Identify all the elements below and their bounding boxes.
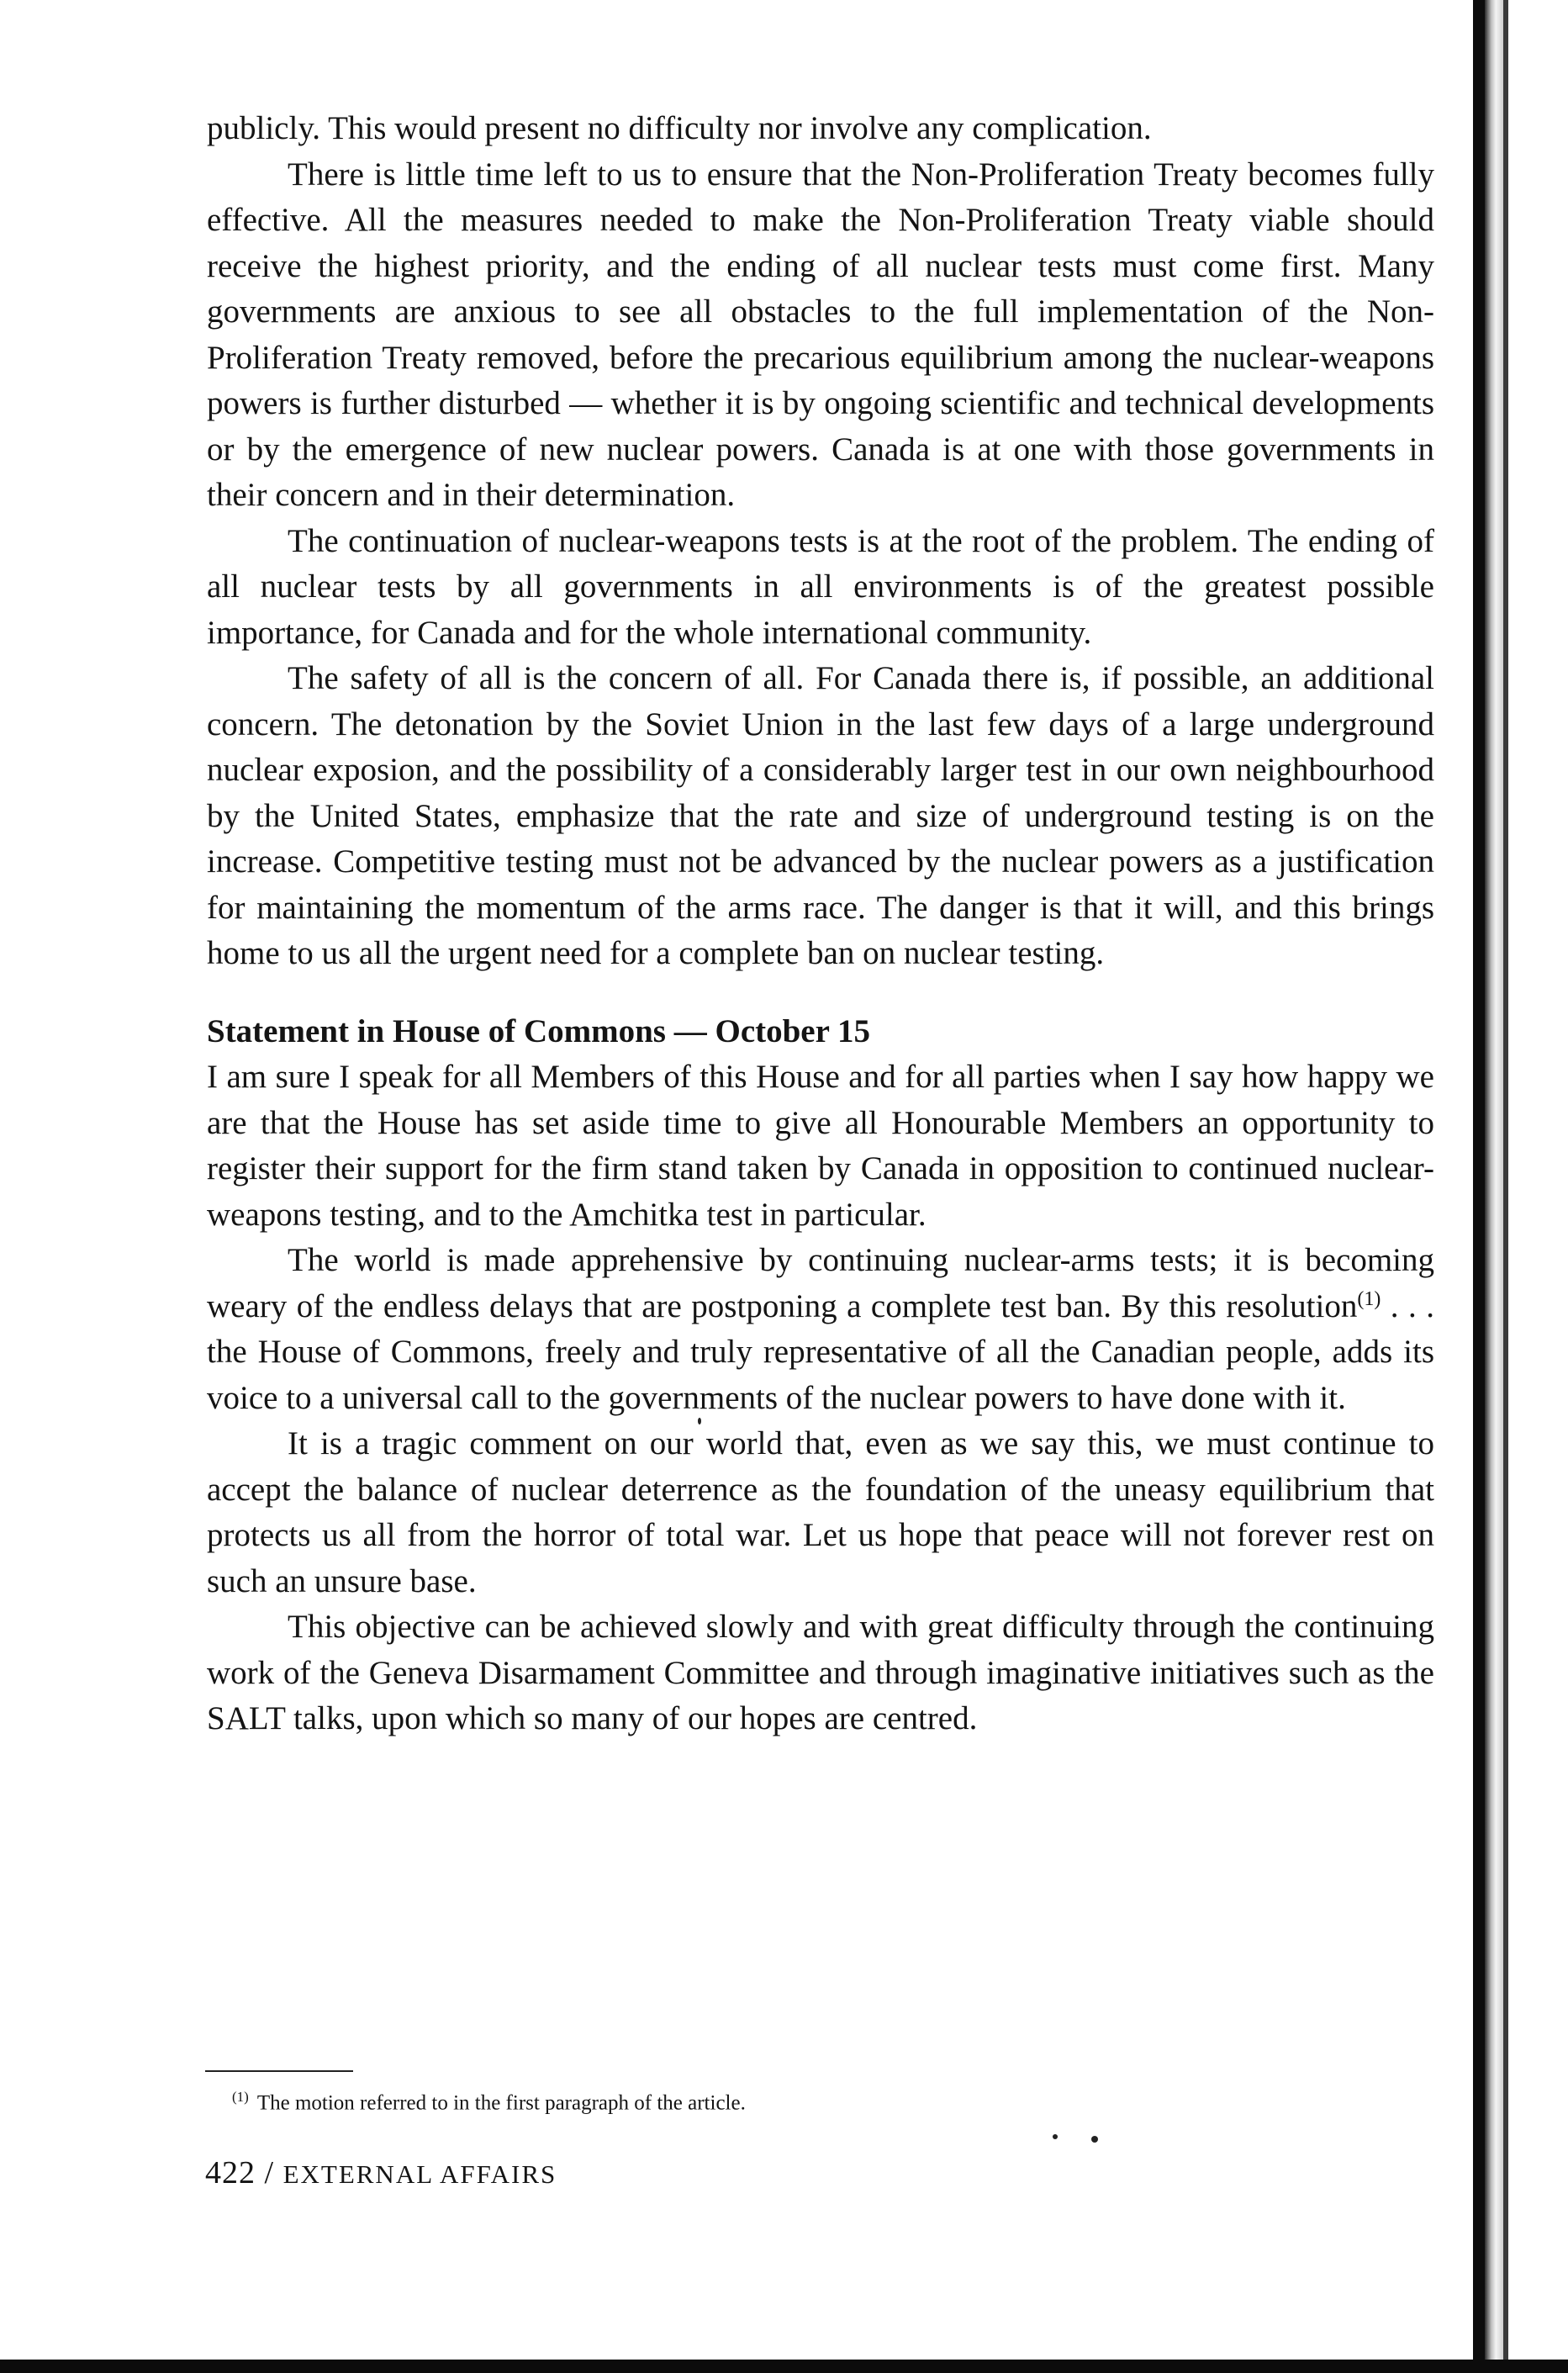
- paragraph: The safety of all is the concern of all. For Canada there is, if possible, an additional concern. The detonation by the Soviet Union in the last few days of a large underground nuclear exposion, and the possibility of a considerably larger test in our own neighbourhood by the United States, emphasize that the rate and size of underground testing is on the increase. Competitive testing must not be advanced by the nuclear powers as a justification for maintaining the momentum of the arms race. The danger is that it will, and this brings home to us all the urgent need for a complete ban on nuclear testing.: [207, 660, 1434, 971]
- paragraph-text: The world is made apprehensive by continuing nuclear-arms tests; it is becoming weary of the endless delays that are postponing a complete test ban. By this resolution: [207, 1242, 1434, 1324]
- section-heading: Statement in House of Commons — October 15: [207, 1012, 870, 1049]
- page-body: [207, 106, 1434, 1742]
- binding-inner: [1503, 0, 1508, 2373]
- paragraph: The continuation of nuclear-weapons tests is at the root of the problem. The ending of all nuclear tests by all governments in all environments is of the greatest possible importance, for Canada and for the whole international community.: [207, 522, 1434, 651]
- paragraph: I am sure I speak for all Members of this House and for all parties when I say how happy we are that the House has set aside time to give all Honourable Members an opportunity to register their support for the firm stand taken by Canada in opposition to continued nuclear-weapons testing, and to the Amchitka test in particular.: [207, 1059, 1434, 1233]
- paragraph-text: . . . the House of Commons, freely and truly representative of all the Canadian people, adds its voice to a universal call to the governments of the nuclear powers to have done with it.: [207, 1287, 1435, 1416]
- footnote-reference: (1): [1357, 1287, 1381, 1310]
- scan-speck: [1053, 2134, 1058, 2139]
- journal-name: EXTERNAL AFFAIRS: [282, 2159, 557, 2189]
- footnote-divider: [205, 2070, 353, 2072]
- footnote-text: The motion referred to in the first paragraph of the article.: [256, 2091, 746, 2115]
- paragraph: publicly. This would present no difficulty nor involve any complication.: [207, 110, 1152, 146]
- paragraph: It is a tragic comment on our world that, even as we say this, we must continue to accept the balance of nuclear deterrence as the foundation of the uneasy equilibrium that protects us all from the horror of total war. Let us hope that peace will not forever rest on such an unsure base.: [207, 1425, 1434, 1599]
- binding-edge: [1485, 0, 1503, 2373]
- paragraph: [207, 1238, 1434, 1421]
- binding-shadow: [1473, 0, 1485, 2373]
- page-number: 422: [205, 2155, 256, 2191]
- footnote: [232, 2082, 746, 2118]
- scan-speck: [698, 1418, 701, 1424]
- footnote-mark: (1): [232, 2089, 249, 2105]
- scan-bottom-edge: [0, 2360, 1568, 2373]
- paragraph: There is little time left to us to ensure that the Non-Proliferation Treaty becomes fully effective. All the measures needed to make the Non-Proliferation Treaty viable should receive the highest priority, and the ending of all nuclear tests must come first. Many governments are anxious to see all obstacles to the full implementation of the Non-Proliferation Treaty removed, before the precarious equilibrium among the nuclear-weapons powers is further disturbed — whether it is by ongoing scientific and technical developments or by the emergence of new nuclear powers. Canada is at one with those governments in their concern and in their determination.: [207, 156, 1434, 513]
- paragraph: This objective can be achieved slowly and with great difficulty through the continuing work of the Geneva Disarmament Committee and through imaginative initiatives such as the SALT talks, upon which so many of our hopes are centred.: [207, 1609, 1434, 1736]
- page-footer: [205, 2154, 557, 2191]
- footer-separator: /: [264, 2155, 275, 2191]
- scan-speck: [1091, 2136, 1098, 2143]
